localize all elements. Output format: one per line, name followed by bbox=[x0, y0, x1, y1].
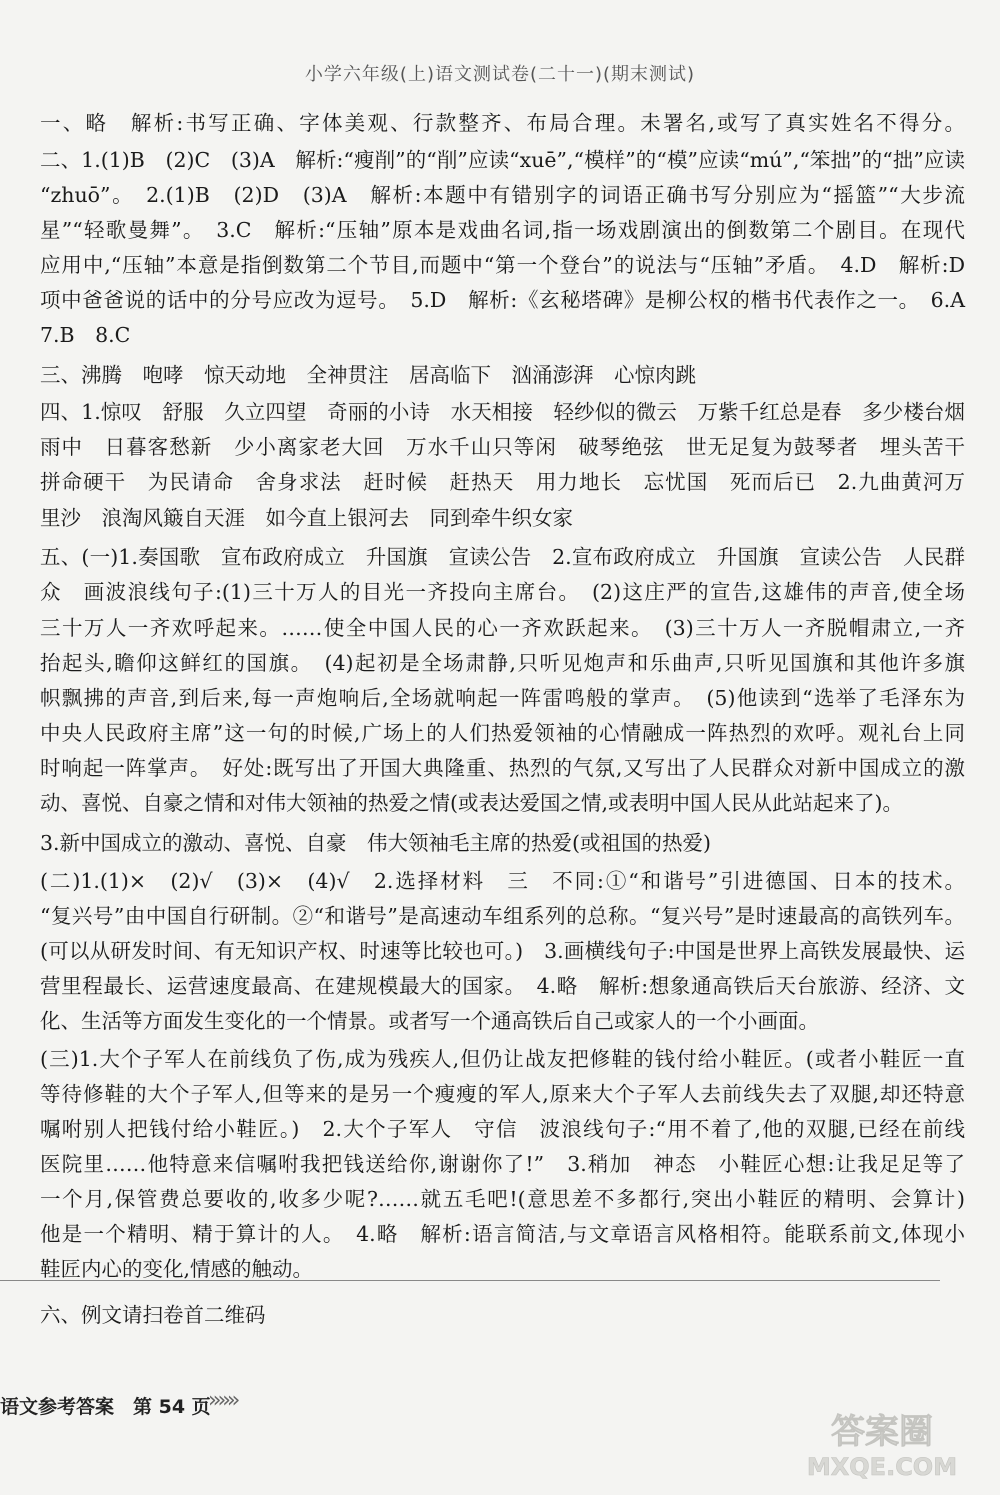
answer-line: 里沙 浪淘风簸自天涯 如今直上银河去 同到牵牛织女家 bbox=[40, 506, 573, 530]
answer-line: 项中爸爸说的话中的分号应改为逗号。 5.D 解析:《玄秘塔碑》是柳公权的楷书代表作之一。 6.A bbox=[40, 288, 965, 312]
divider-line bbox=[0, 1280, 940, 1281]
answer-line: “复兴号”由中国自行研制。②“和谐号”是高速动车组系列的总称。“复兴号”是时速最高的高铁列车。 bbox=[40, 904, 965, 928]
answer-line: 化、生活等方面发生变化的一个情景。或者写一个通高铁后自己或家人的一个小画面。 bbox=[40, 1009, 819, 1033]
answer-line: 中央人民政府主席”这一句的时候,广场上的人们热爱领袖的心情融成一阵热烈的欢呼。观礼台上同 bbox=[40, 721, 965, 745]
answer-line: “zhuō”。 2.(1)B (2)D (3)A 解析:本题中有错别字的词语正确书写分别应为“摇篮”“大步流 bbox=[40, 183, 965, 207]
answer-line: 应用中,“压轴”本意是指倒数第二个节目,而题中“第一个登台”的说法与“压轴”矛盾。 4.D 解析:D bbox=[40, 253, 965, 277]
page-footer: 语文参考答案 第 54 页 bbox=[0, 1396, 211, 1418]
answer-line: 一、略 解析:书写正确、字体美观、行款整齐、布局合理。未署名,或写了真实姓名不得分。 bbox=[40, 111, 965, 135]
answer-line: (可以从研发时间、有无知识产权、时速等比较也可。) 3.画横线句子:中国是世界上高铁发展最快、运 bbox=[40, 939, 965, 963]
answer-line: 众 画波浪线句子:(1)三十万人的目光一齐投向主席台。 (2)这庄严的宣告,这雄伟的声音,使全场 bbox=[40, 580, 965, 604]
answer-line: 鞋匠内心的变化,情感的触动。 bbox=[40, 1257, 314, 1281]
answer-line: 拼命硬干 为民请命 舍身求法 赶时候 赶热天 用力地长 忘忧国 死而后已 2.九曲黄河万 bbox=[40, 470, 965, 494]
answer-line: 3.新中国成立的激动、喜悦、自豪 伟大领袖毛主席的热爱(或祖国的热爱) bbox=[40, 831, 712, 855]
answer-line: 一个月,保管费总要收的,收多少呢?……就五毛吧!(意思差不多都行,突出小鞋匠的精明、会算计) bbox=[40, 1187, 965, 1211]
answer-line: (三)1.大个子军人在前线负了伤,成为残疾人,但仍让战友把修鞋的钱付给小鞋匠。(或者小鞋匠一直 bbox=[40, 1047, 965, 1071]
arrows-icon: »»» bbox=[208, 1388, 237, 1413]
answer-line: 他是一个精明、精于算计的人。 4.略 解析:语言简洁,与文章语言风格相符。能联系前文,体现小 bbox=[40, 1222, 965, 1246]
answer-line: 三十万人一齐欢呼起来。……使全中国人民的心一齐欢跃起来。 (3)三十万人一齐脱帽肃立,一齐 bbox=[40, 616, 965, 640]
answer-line: 四、1.惊叹 舒服 久立四望 奇丽的小诗 水天相接 轻纱似的微云 万紫千红总是春 多少楼台烟 bbox=[40, 400, 965, 424]
answer-line: 动、喜悦、自豪之情和对伟大领袖的热爱之情(或表达爱国之情,或表明中国人民从此站起来了)。 bbox=[40, 791, 904, 815]
answer-line: 嘱咐别人把钱付给小鞋匠。) 2.大个子军人 守信 波浪线句子:“用不着了,他的双腿,已经在前线 bbox=[40, 1117, 965, 1141]
answer-line: 星”“轻歌曼舞”。 3.C 解析:“压轴”原本是戏曲名词,指一场戏剧演出的倒数第二个剧目。在现代 bbox=[40, 218, 965, 242]
answer-line: 抬起头,瞻仰这鲜红的国旗。 (4)起初是全场肃静,只听见炮声和乐曲声,只听见国旗和其他许多旗 bbox=[40, 651, 965, 675]
answer-line: 等待修鞋的大个子军人,但等来的是另一个瘦瘦的军人,原来大个子军人去前线失去了双腿,却还特意 bbox=[40, 1082, 965, 1106]
answer-line: 六、例文请扫卷首二维码 bbox=[40, 1303, 266, 1327]
answer-line: (二)1.(1)× (2)√ (3)× (4)√ 2.选择材料 三 不同:①“和谐号”引进德国、日本的技术。 bbox=[40, 869, 965, 893]
answer-line: 五、(一)1.奏国歌 宣布政府成立 升国旗 宣读公告 2.宣布政府成立 升国旗 宣读公告 人民群 bbox=[40, 545, 965, 569]
answer-line: 二、1.(1)B (2)C (3)A 解析:“瘦削”的“削”应读“xuē”,“模样”的“模”应读“mú”,“笨拙”的“拙”应读 bbox=[40, 148, 965, 172]
watermark-url: MXQE.COM bbox=[806, 1453, 958, 1481]
watermark-text: 答案圈 bbox=[831, 1412, 933, 1452]
watermark-logo bbox=[782, 1405, 982, 1483]
answer-line: 时响起一阵掌声。 好处:既写出了开国大典隆重、热烈的气氛,又写出了人民群众对新中国成立的激 bbox=[40, 756, 965, 780]
answer-line: 雨中 日暮客愁新 少小离家老大回 万水千山只等闲 破琴绝弦 世无足复为鼓琴者 埋头苦干 bbox=[40, 435, 965, 459]
answer-line: 帜飘拂的声音,到后来,每一声炮响后,全场就响起一阵雷鸣般的掌声。 (5)他读到“选举了毛泽东为 bbox=[40, 686, 965, 710]
answer-line: 营里程最长、运营速度最高、在建规模最大的国家。 4.略 解析:想象通高铁后天台旅游、经济、文 bbox=[40, 974, 965, 998]
answer-line: 医院里……他特意来信嘱咐我把钱送给你,谢谢你了!” 3.稍加 神态 小鞋匠心想:让我足足等了 bbox=[40, 1152, 965, 1176]
page-title: 小学六年级(上)语文测试卷(二十一)(期末测试) bbox=[304, 64, 696, 85]
answer-line: 三、沸腾 咆哮 惊天动地 全神贯注 居高临下 汹涌澎湃 心惊肉跳 bbox=[40, 363, 696, 387]
answer-line: 7.B 8.C bbox=[40, 323, 131, 347]
